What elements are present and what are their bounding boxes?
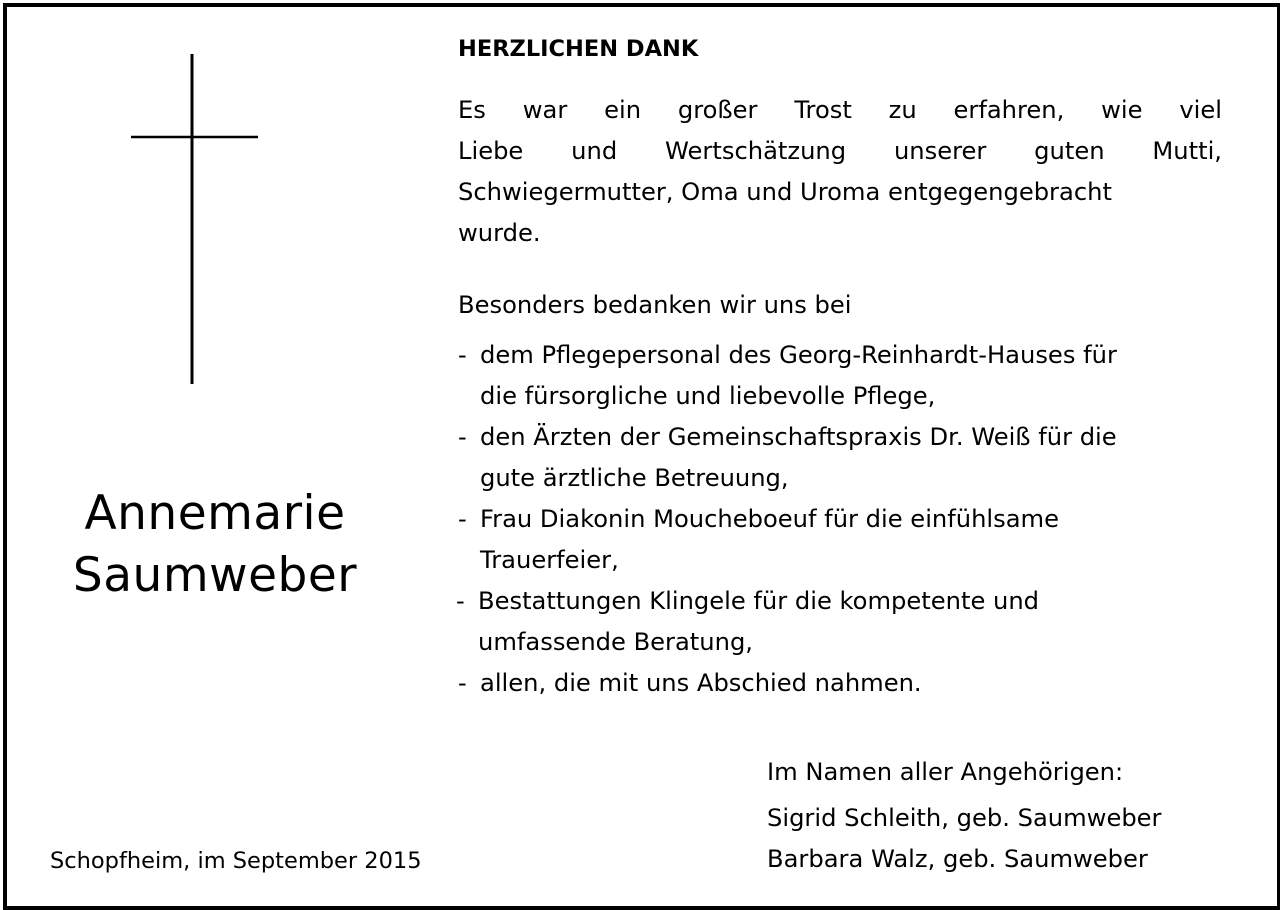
list-item-line: dem Pflegepersonal des Georg-Reinhardt-Hauses für: [480, 341, 1117, 369]
list-item-line: gute ärztliche Betreuung,: [480, 464, 789, 492]
place-and-date: Schopfheim, im September 2015: [50, 848, 422, 874]
list-item-line: allen, die mit uns Abschied nahmen.: [480, 669, 922, 697]
bullet-dash: -: [458, 669, 467, 697]
signatory-name: Barbara Walz, geb. Saumweber: [767, 845, 1148, 873]
list-item-line: Frau Diakonin Moucheboeuf für die einfühlsame: [480, 505, 1059, 533]
list-item: [458, 335, 1222, 417]
list-item-line: die fürsorgliche und liebevolle Pflege,: [480, 382, 936, 410]
bullet-dash: -: [458, 505, 467, 533]
heading: HERZLICHEN DANK: [458, 36, 699, 62]
signoff: [767, 752, 1162, 880]
list-item: [458, 499, 1222, 581]
thanks-list: [458, 335, 1222, 704]
signatory-name: Sigrid Schleith, geb. Saumweber: [767, 804, 1162, 832]
list-item-line: Bestattungen Klingele für die kompetente und: [478, 587, 1040, 615]
intro-line: Liebe und Wertschätzung unserer guten Mutti,: [458, 137, 1222, 165]
list-item-line: umfassende Beratung,: [478, 628, 753, 656]
intro-line: Schwiegermutter, Oma und Uroma entgegengebracht: [458, 178, 1112, 206]
intro-paragraph: [458, 90, 1222, 254]
intro-line: Es war ein großer Trost zu erfahren, wie viel: [458, 96, 1222, 124]
list-item: [458, 417, 1222, 499]
list-item: [458, 663, 1222, 704]
list-item-line: Trauerfeier,: [480, 546, 619, 574]
intro-line: wurde.: [458, 219, 541, 247]
deceased-last-name: Saumweber: [72, 548, 358, 603]
signoff-names: [767, 798, 1162, 880]
thank-you-text: [458, 34, 1222, 728]
signoff-lead: Im Namen aller Angehörigen:: [767, 758, 1124, 786]
deceased-name: [30, 483, 400, 607]
bullet-dash: -: [456, 587, 465, 615]
list-item: [458, 581, 1222, 663]
thanks-lead: Besonders bedanken wir uns bei: [458, 291, 852, 319]
list-item-line: den Ärzten der Gemeinschaftspraxis Dr. Weiß für die: [480, 423, 1117, 451]
bullet-dash: -: [458, 423, 467, 451]
bullet-dash: -: [458, 341, 467, 369]
deceased-first-name: Annemarie: [84, 486, 346, 541]
